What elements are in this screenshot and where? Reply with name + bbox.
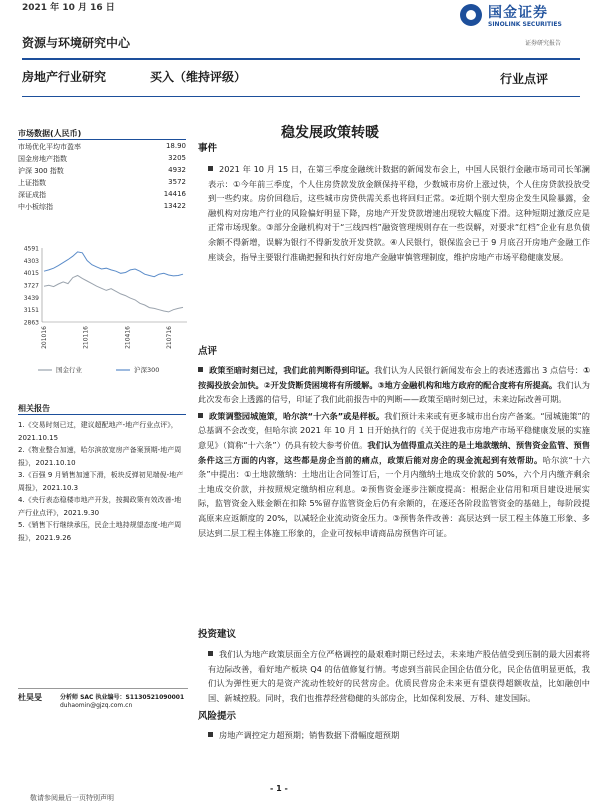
analyst-rule [18, 688, 188, 689]
bullet-icon [198, 367, 203, 372]
market-row [18, 142, 186, 153]
rating-label: 买入（维持评级） [150, 70, 247, 84]
header-rule-2 [22, 96, 580, 97]
analyst-email[interactable]: duhaomin@gjzq.com.cn [60, 702, 133, 709]
market-row-label: 沪深 300 指数 [18, 167, 64, 175]
market-row-value: 3572 [168, 178, 186, 186]
market-row-label: 中小板综指 [18, 203, 53, 211]
y-tick-label: 3439 [23, 294, 39, 302]
x-tick-label: 210716 [166, 326, 173, 349]
report-title: 稳发展政策转暖 [281, 125, 379, 141]
market-row-value: 18.90 [165, 142, 186, 150]
legend-label: 沪深300 [134, 366, 160, 374]
market-row-label: 国金房地产指数 [18, 155, 67, 163]
market-row [18, 202, 186, 213]
risk-paragraph: 房地产调控定力超预期；销售数据下滑幅度超预期 [198, 728, 590, 743]
bullet-icon [208, 166, 213, 171]
report-date: 2021 年 10 月 16 日 [22, 3, 115, 13]
market-row-value: 3205 [168, 154, 186, 162]
advice-paragraph: 我们认为地产政策层面全方位严格调控的最艰难时期已经过去，未来地产股估值受到压制的最大因素将有边际改善，看好地产板块 Q4 的估值修复行情。考虑到当前民企国企估值分化，民企估值明显更低，我们认为弹性更大的是资产流动性较好的民营房企。优质民营房企未来更有望获得超额收益，比如融创中国、新城控股。同时，我们也推荐经营稳健的头部房企，比如保利发展、万科、建发国际。 [208, 649, 590, 703]
header-rule [22, 58, 580, 60]
related-report-item[interactable]: 2.《物业整合加速，哈尔滨放宽房产备案预期-地产周报》，2021.10.10 [18, 446, 182, 467]
event-paragraph: 2021 年 10 月 15 日，在第三季度金融统计数据的新闻发布会上，中国人民银行金融市场司司长邹澜表示：①今年前三季度，个人住房贷款发放金额保持平稳，少数城市房价上涨过快，个人住房贷款投放受到一些约束。房价回稳后，这些城市房贷供需关系也将回归正常。②近期个别大型房企发生风险暴露，金融机构对房地产行业的风险偏好明显下降，房地产开发贷款增速出现较大幅度下滑。这种短期过激反应是正常市场现象。③部分金融机构对于“三线四档”融资管理规则存在一些误解，对要求“红档”企业有息负债余额不得新增，误解为银行不得新发放开发贷款。④人民银行，银保监会已于 9 月底召开房地产金融工作座谈会，指导主要银行准确把握和执行好房地产金融审慎管理制度，维护房地产市场平稳健康发展。 [208, 164, 590, 262]
x-tick-label: 201016 [41, 326, 48, 349]
industry-label: 房地产行业研究 [22, 70, 107, 84]
bullet-icon [208, 732, 213, 737]
series-line-1 [44, 252, 183, 277]
related-report-item[interactable]: 1.《交易时刻已过，建议超配地产-地产行业点评》，2021.10.15 [18, 421, 178, 442]
doc-type: 行业点评 [500, 72, 549, 86]
market-data-heading: 市场数据(人民币) [18, 129, 82, 138]
market-row-label: 深证成指 [18, 191, 46, 199]
y-tick-label: 4591 [23, 245, 39, 253]
logo-en: SINOLINK SECURITIES [488, 21, 562, 28]
analyst-name: 杜昊旻 [18, 693, 42, 702]
price-chart [16, 244, 191, 379]
legend-label: 国金行业 [56, 366, 82, 374]
bullet-icon [208, 651, 213, 656]
related-report-item[interactable]: 3.《百强 9 月销售加速下滑，板块反弹初见端倪-地产周报》，2021.10.3 [18, 471, 184, 492]
research-center: 资源与环境研究中心 [22, 36, 131, 50]
market-row [18, 166, 186, 177]
event-heading: 事件 [198, 143, 218, 154]
advice-heading: 投资建议 [198, 629, 237, 640]
logo-cn: 国金证券 [488, 5, 548, 21]
logo-subtitle: 证券研究报告 [525, 40, 562, 47]
comment-heading: 点评 [198, 346, 218, 357]
risk-heading: 风险提示 [198, 711, 237, 722]
related-rule [18, 414, 186, 415]
market-row-label: 上证指数 [18, 179, 46, 187]
market-row [18, 190, 186, 201]
comment-point-2: 政策调整园城施策，哈尔滨“十六条”或是样板。我们预计未来或有更多城市出台房产备案。“园城施策”的总基调不会改变，但哈尔滨 2021 年 10 月 1 日开始执行的《关于促进我市房地产市场平稳健康发展的实施意见》（简称“十六条”）仍具有较大参考价值。我们认为值得重点关注的是土地款缴纳、预售资金监管、预售条件这三方面的内容，这些都是房企当前的痛点，政策后能对房企的现金流起到有效帮助。哈尔滨“十六条”中提出：①土地款缴纳：土地出让合同签订后，一个月内缴纳土地成交价款的 50%，六个月内缴齐剩余土地成交价款，并按照规定缴纳相应利息。②预售资金逐步注额度提高：根据企业信用和项目建设进展实际，监管资金入账金额在扣除 5%留存监管资金后仍有余额的，在逐还各阶段监管资金的基础上，每阶段提高原来应返额度的 20%，以减轻企业流动资金压力。③预售条件改善：高层达到一层工程主体施工形象、多层达到二层工程主体施工形象的，企业可按标申请商品房预售许可证。 [198, 410, 590, 538]
disclaimer: 敬请参阅最后一页特别声明 [30, 794, 114, 802]
y-tick-label: 2863 [23, 319, 39, 327]
market-row [18, 154, 186, 165]
analyst-cert: 分析师 SAC 执业编号：S1130521090001 [60, 694, 185, 701]
market-rule [18, 139, 186, 140]
y-tick-label: 4303 [23, 257, 39, 265]
related-heading: 相关报告 [18, 404, 50, 413]
page-number: - 1 - [270, 784, 288, 793]
x-tick-label: 210116 [82, 326, 90, 349]
market-row-value: 14416 [163, 190, 186, 198]
logo-icon [460, 4, 482, 26]
market-row-value: 13422 [163, 202, 186, 210]
y-tick-label: 4015 [23, 270, 39, 278]
market-row-label: 市场优化平均市盈率 [18, 143, 81, 151]
related-report-item[interactable]: 5.《销售下行继续承压，民企土地持规望态度-地产周报》，2021.9.26 [18, 521, 182, 542]
market-row [18, 178, 186, 189]
series-line-0 [44, 276, 183, 312]
y-tick-label: 3151 [23, 307, 39, 315]
y-tick-label: 3727 [23, 282, 39, 290]
comment-point-1: 政策至暗时刻已过，我们此前判断得到印证。我们认为人民银行新闻发布会上的表述透露出 3 点信号：①按揭投放会加快。②开发贷断贷困境将有所缓解。③地方金融机构和地方政府的配合度将有所提高。我们认为此次发布会上透露的信号，印证了我们此前报告中的判断——政策至暗时刻已过，未来边际改善可期。 [198, 365, 590, 405]
market-row-value: 4932 [168, 166, 186, 174]
company-logo [460, 2, 580, 42]
bullet-icon [198, 413, 203, 418]
related-report-item[interactable]: 4.《央行表态稳楼市地产开发，按揭政策有效改善-地产行业点评》，2021.9.30 [18, 496, 182, 517]
x-tick-label: 210416 [124, 326, 132, 349]
